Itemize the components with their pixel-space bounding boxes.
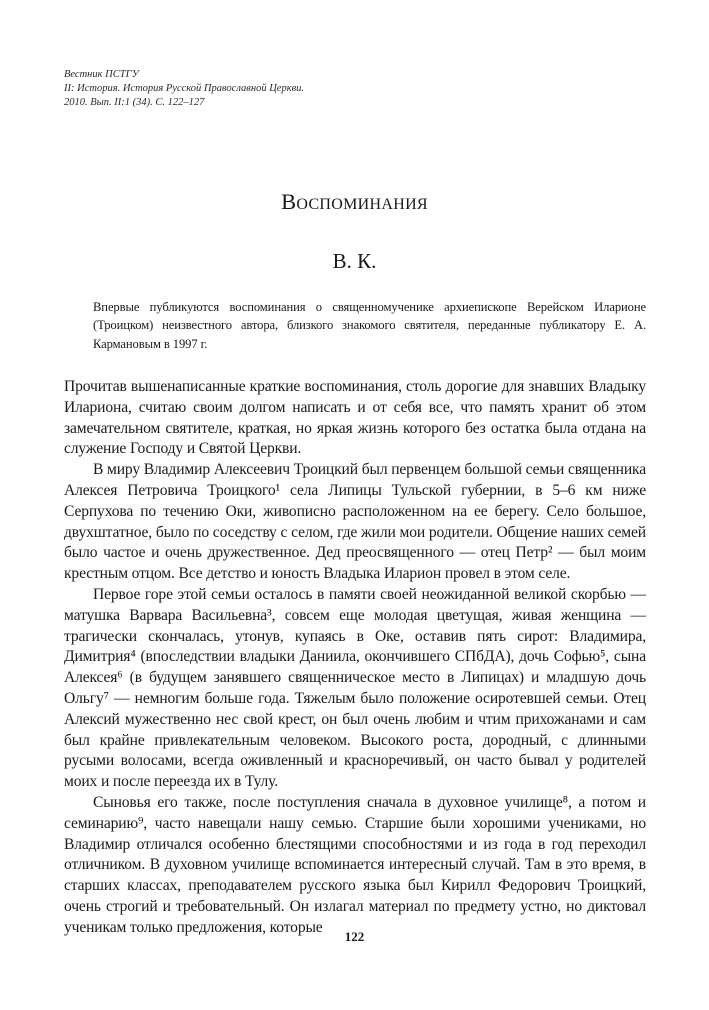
journal-header	[64, 68, 484, 110]
article-body	[64, 377, 646, 939]
paragraph: Первое горе этой семьи осталось в памяти своей неожиданной великой скорбью — матушка Варвара Васильевна³, совсем еще молодая цветущая, живая женщина — трагически скончалась, утонув, купаясь в Оке, оставив пять сирот: Владимира, Димитрия⁴ (впоследствии владыки Даниила, окончившего СПбДА), дочь Софью⁵, сына Алексея⁶ (в будущем занявшего священническое место в Липицах) и младшую дочь Ольгу⁷ — немногим больше года. Тяжелым было положение осиротевшей семьи. Отец Алексий мужественно нес свой крест, он был очень любим и чтим прихожанами и сам был крайне привлекательным человеком. Высокого роста, дородный, с длинными русыми волосами, всегда оживленный и красноречивый, он часто бывал у родителей моих и после переезда их в Тулу.	[64, 585, 646, 791]
journal-series: II: История. История Русской Православной Церкви.	[64, 83, 305, 94]
page-number: 122	[344, 929, 365, 944]
article-author: В. К.	[332, 249, 377, 273]
journal-name: Вестник ПСТГУ	[64, 69, 139, 80]
article-title: Воспоминания	[281, 189, 428, 214]
journal-issue: 2010. Вып. II:1 (34). С. 122–127	[64, 97, 205, 108]
article-abstract: Впервые публикуются воспоминания о священномученике архиепископе Верейском Иларионе (Троицком) неизвестного автора, близкого знакомого святителя, переданные публикатору Е. А. Кармановым в 1997 г.	[93, 300, 646, 351]
paragraph: Сыновья его также, после поступления сначала в духовное училище⁸, а потом и семинарию⁹, часто навещали нашу семью. Старшие были хорошими учениками, но Владимир отличался особенно блестящими способностями и из года в год переходил отличником. В духовном училище вспоминается интересный случай. Там в это время, в старших классах, преподавателем русского языка был Кирилл Федорович Троицкий, очень строгий и требовательный. Он излагал материал по предмету устно, но диктовал ученикам только предложения, которые	[64, 793, 646, 936]
paragraph: В миру Владимир Алексеевич Троицкий был первенцем большой семьи священника Алексея Петровича Троицкого¹ села Липицы Тульской губернии, в 5–6 км ниже Серпухова по течению Оки, живописно расположенном на ее берегу. Село большое, двухштатное, было по соседству с селом, где жили мои родители. Общение наших семей было частое и очень дружественное. Дед преосвященного — отец Петр² — был моим крестным отцом. Все детство и юность Владыка Иларион провел в этом селе.	[64, 461, 646, 583]
paragraph: Прочитав вышенаписанные краткие воспоминания, столь дорогие для знавших Владыку Илариона, считаю своим долгом написать и от себя все, что память хранит об этом замечательном святителе, краткая, но яркая жизнь которого без остатка была отдана на служение Господу и Святой Церкви.	[64, 378, 646, 458]
